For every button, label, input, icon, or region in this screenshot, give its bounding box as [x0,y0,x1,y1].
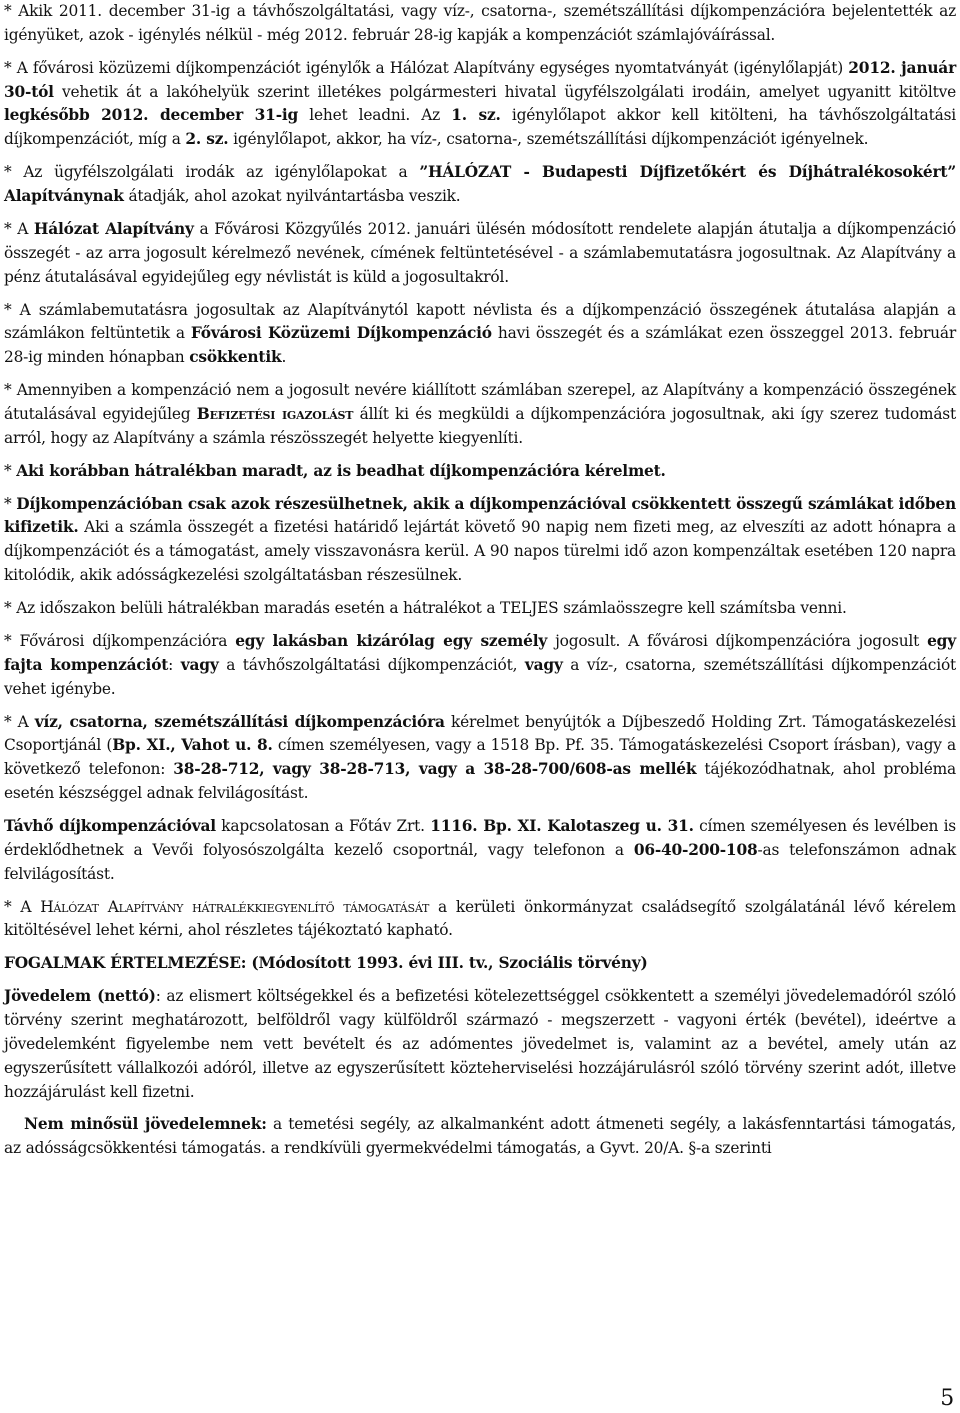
body-text: * [4,494,17,513]
body-text: címen személyesen, vagy a 1518 Bp. Pf. 35. Támogatáskezelési Csoport írásban), vagy a következő telefonon: [4,736,956,779]
page-number: 5 [940,1386,954,1411]
body-text: * Az ügyfélszolgálati irodák az igénylőlapokat a [4,163,420,182]
body-text: . [281,348,287,367]
emphasis-text: Bp. XI., Vahot u. 8. [112,736,273,755]
emphasis-text: 1. sz. [451,106,501,125]
emphasis-text: Hálózat Alapítvány hátralékkiegyenlítő támogatását [40,897,430,916]
paragraph-6 [4,379,956,450]
paragraph-5 [4,299,956,370]
body-text: * A [4,219,34,238]
emphasis-text: Díjkompenzációban csak azok részesülhetnek, akik a díjkompenzációval csökkentett összegű számlákat időben kifizetik. [4,494,956,537]
emphasis-text: 2012. január 30-tól [4,58,956,101]
paragraph-12 [4,815,956,886]
body-text: * Az időszakon belüli hátralékban maradás esetén a hátralékot a TELJES számlaösszegre kell számítsba venni. [4,599,847,618]
emphasis-text: ”HÁLÓZAT - Budapesti Díjfizetőkért és Díjhátralékosokért” Alapítványnak [4,163,956,205]
body-text: tájékozódhatnak, ahol probléma esetén készséggel adnak felvilágosítást. [4,760,956,802]
body-text: a temetési segély, az alkalmanként adott átmeneti segély, a lakásfenntartási támogatás, az adósságcsökkentési támogatás. a rendkívüli gyermekvédelmi támogatás, a Gyvt. 20/A. §-a szerinti [4,1115,956,1158]
body-text: igénylőlapot akkor kell kitölteni, ha távhőszolgáltatási díjkompenzációt, míg a [4,106,956,149]
emphasis-text: vagy [524,655,563,674]
body-text: * Fővárosi díjkompenzációra [4,632,236,651]
body-text: * A fővárosi közüzemi díjkompenzációt igénylők a Hálózat Alapítvány egységes nyomtatványát (igénylőlapját) [4,58,849,77]
emphasis-text: csökkentik [189,348,282,367]
body-text: a kerületi önkormányzat családsegítő szolgálatánál lévő kérelem kitöltésével lehet kérni, ahol részletes tájékoztató kapható. [4,897,957,940]
emphasis-text: Hálózat Alapítvány [33,219,194,238]
body-text: a víz-, csatorna, szemétszállítási díjkompenzációt vehet igénybe. [4,655,956,698]
body-text: * [4,461,17,480]
body-text: igénylőlapot, akkor, ha víz-, csatorna-, szemétszállítási díjkompenzációt igényelnek. [228,130,869,149]
body-text: címen személyesen és levélben is érdeklődhetnek a Vevői folyosószolgálta kezelő csoportnál, vagy telefonon a [4,816,956,859]
emphasis-text: egy fajta kompenzációt [4,632,956,674]
body-text: kérelmet benyújtók a Díjbeszedő Holding Zrt. Támogatáskezelési Csoportjánál ( [4,712,957,755]
paragraph-15 [4,985,956,1104]
document-body [4,0,956,1161]
emphasis-text: 06-40-200-108 [633,840,758,859]
body-text: Aki a számla összegét a fizetési határidő lejártát követő 90 napig nem fizeti meg, az elveszíti az adott hónapra a díjkompenzációt és a támogatást, amely visszavonásra kerül. A 90 napos türelmi idő azon kompenzáltak esetében 120 napra kitolódik, akik adósságkezelési szolgáltatásban részesülnek. [4,518,956,585]
body-text: * Amennyiben a kompenzáció nem a jogosult nevére kiállított számlában szerepel, az Alapítvány a kompenzáció összegének átutalásával egyidejűleg [4,381,956,423]
body-text: jogosult. A fővárosi díjkompenzációra jogosult [547,632,928,651]
emphasis-text: egy lakásban kizárólag egy személy [235,632,548,651]
body-text: kapcsolatosan a Főtáv Zrt. [215,816,431,835]
body-text: vehetik át a lakóhelyük szerint illetékes polgármesteri hivatal ügyfélszolgálati irodáin, amelyet ugyanitt kitöltve [53,82,956,101]
body-text: a Fővárosi Közgyűlés 2012. januári ülésén módosított rendelete alapján átutalja a díjkompenzáció összegét - az arra jogosult kérelmező nevének, címének feltüntetésével - a számlabemutatásra jogosultnak. Az Alapítvány a pénz átutalásával egyidejűleg egy névlistát is küld a jogosultakról. [4,219,956,286]
paragraph-10 [4,630,956,701]
paragraph-4 [4,218,956,289]
emphasis-text: 1116. Bp. XI. Kalotaszeg u. 31. [430,816,694,835]
emphasis-text: FOGALMAK ÉRTELMEZÉSE: (Módosított 1993. évi III. tv., Szociális törvény) [4,954,648,973]
body-text: lehet leadni. Az [298,106,452,125]
body-text: * A számlabemutatásra jogosultak az Alapítványtól kapott névlista és a díjkompenzáció összegének átutalása alapján a számlákon feltüntetik a [4,300,956,343]
paragraph-16 [4,1113,956,1161]
paragraph-2 [4,57,956,152]
emphasis-text: vagy [180,655,219,674]
paragraph-14 [4,952,956,976]
paragraph-11 [4,711,956,806]
emphasis-text: Befizetési igazolást [196,404,354,423]
paragraph-3 [4,161,956,209]
body-text: : [168,655,181,674]
body-text: * A [4,712,35,731]
emphasis-text: 2. sz. [185,130,229,149]
emphasis-text: Nem minősül jövedelemnek: [24,1115,267,1134]
body-text: * A [4,897,41,916]
emphasis-text: 38-28-712, vagy 38-28-713, vagy a 38-28-700/608-as mellék [173,760,697,779]
body-text: -as telefonszámon adnak felvilágosítást. [4,840,956,883]
paragraph-1 [4,0,956,48]
body-text: : az elismert költségekkel és a befizetési kötelezettséggel csökkentett a személyi jövedelemadóról szóló törvény szerint meghatározott, belföldről vagy külföldről származó - megszerzett - vagyoni érték (bevétel), ideértve a jövedelemként figyelembe nem vett bevételt és az adómentes jövedelmet is, valamint az a bevétel, amely után az egyszerűsített vállalkozói adóról, illetve az egyszerűsített közteherviselési hozzájárulásról szóló törvény szerint adót, illetve hozzájárulást kell fizetni. [4,987,956,1101]
body-text: állít ki és megküldi a díjkompenzációra jogosultnak, aki így szerez tudomást arról, hogy az Alapítvány a számla részösszegét helyette kiegyenlíti. [4,404,956,447]
paragraph-13 [4,896,956,944]
emphasis-text: Jövedelem (nettó) [4,987,156,1006]
paragraph-9 [4,597,956,621]
emphasis-text: Fővárosi Közüzemi Díjkompenzáció [190,324,492,343]
emphasis-text: legkésőbb 2012. december 31-ig [4,106,299,125]
emphasis-text: víz, csatorna, szemétszállítási díjkompenzációra [34,712,445,731]
emphasis-text: Távhő díjkompenzációval [4,816,216,835]
body-text: a távhőszolgáltatási díjkompenzációt, [218,655,525,674]
body-text: havi összegét és a számlákat ezen összeggel 2013. február 28-ig minden hónapban [4,324,957,367]
emphasis-text: Aki korábban hátralékban maradt, az is beadhat díjkompenzációra kérelmet. [16,461,666,480]
body-text: átadják, ahol azokat nyilvántartásba veszik. [123,186,461,205]
paragraph-7 [4,460,956,484]
paragraph-8 [4,493,956,588]
body-text: * Akik 2011. december 31-ig a távhőszolgáltatási, vagy víz-, csatorna-, szemétszállítási díjkompenzációra bejelentették az igényüket, azok - igénylés nélkül - még 2012. február 28-ig kapják a kompenzációt számlajóváírással. [4,2,956,44]
